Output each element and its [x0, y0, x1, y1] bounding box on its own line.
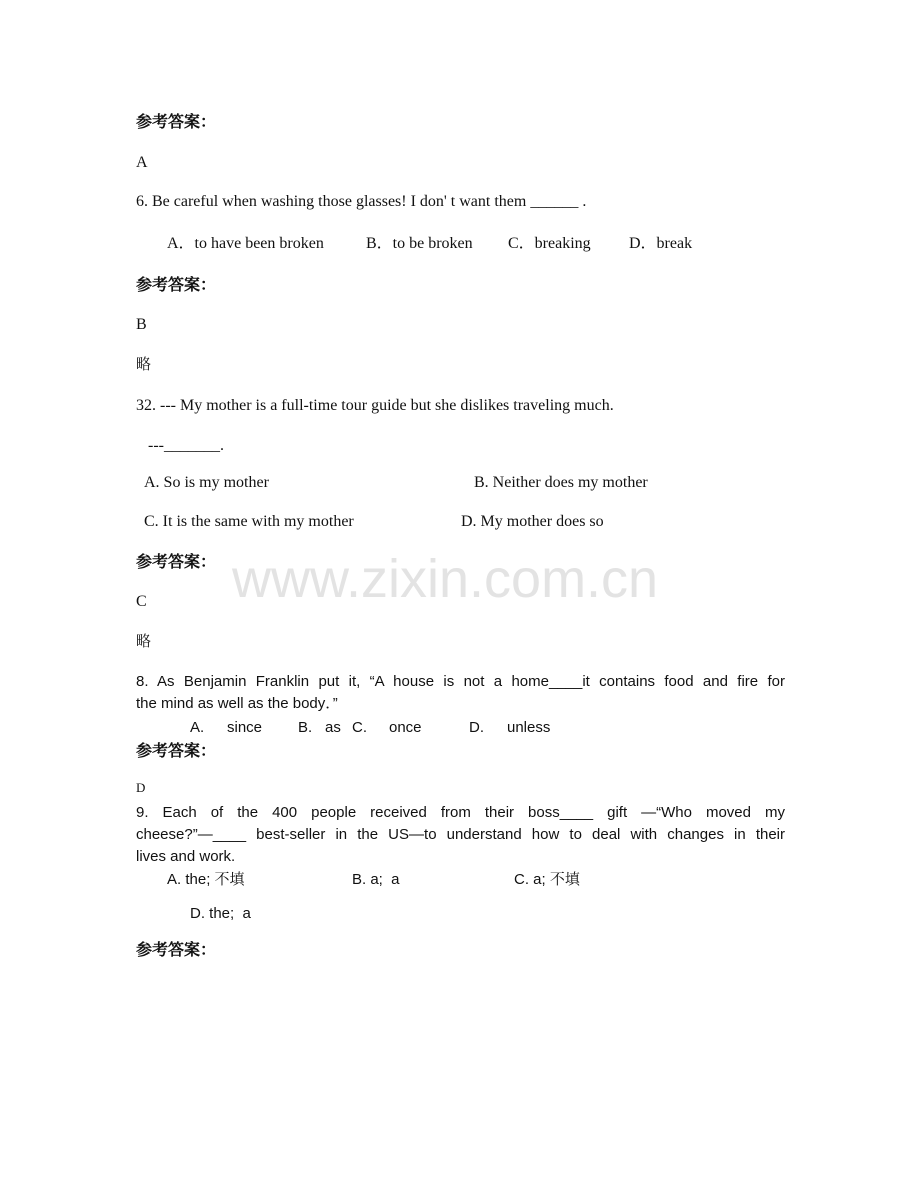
q32-option-c: C. It is the same with my mother — [144, 513, 354, 530]
answer-heading-3: 参考答案： — [136, 552, 217, 571]
q8-option-c-letter: C. — [352, 719, 367, 736]
q8-option-b-letter: B. — [298, 719, 313, 736]
answer-heading-5: 参考答案： — [136, 940, 217, 959]
watermark: www.zixin.com.cn — [232, 549, 659, 609]
q8-answer: D — [136, 780, 146, 795]
q9-stem-line1: 9. Each of the 400 people received from their boss____ gift —“Who moved my — [136, 804, 785, 821]
q8-option-b-text: as — [325, 719, 341, 736]
q8-stem-line1: 8. As Benjamin Franklin put it, “A house is not a home____it contains food and fire for — [136, 673, 785, 690]
q6-option-d: D．break — [629, 235, 693, 252]
q6-answer: B — [136, 316, 147, 333]
q9-stem-line3: lives and work. — [136, 848, 236, 865]
answer-prev: A — [136, 154, 148, 171]
q6-note: 略 — [136, 355, 152, 373]
q6-option-c: C．breaking — [508, 235, 591, 252]
q8-option-a-letter: A. — [190, 719, 205, 736]
q6-option-a: A．to have been broken — [167, 235, 324, 252]
q32-reply: ---_______. — [148, 437, 224, 454]
q9-option-b: B. a; a — [352, 871, 400, 888]
q32-answer: C — [136, 593, 147, 610]
q32-option-a: A. So is my mother — [144, 474, 269, 491]
q9-stem-line2: cheese?”—____ best-seller in the US—to understand how to deal with changes in their — [136, 826, 785, 843]
q32-stem: 32. --- My mother is a full-time tour guide but she dislikes traveling much. — [136, 397, 614, 414]
q32-option-b: B. Neither does my mother — [474, 474, 648, 491]
q32-note: 略 — [136, 632, 152, 650]
q8-option-d-letter: D. — [469, 719, 484, 736]
answer-heading-1: 参考答案： — [136, 112, 217, 131]
q6-stem: 6. Be careful when washing those glasses! I don' t want them ______ . — [136, 193, 587, 210]
q9-option-d: D. the; a — [190, 905, 251, 922]
answer-heading-2: 参考答案： — [136, 275, 217, 294]
q6-option-b: B．to be broken — [366, 235, 473, 252]
answer-heading-4: 参考答案： — [136, 741, 217, 760]
q8-option-a-text: since — [227, 719, 263, 736]
q8-stem-line2: the mind as well as the body．” — [136, 695, 338, 712]
q8-option-c-text: once — [389, 719, 422, 736]
q32-option-d: D. My mother does so — [461, 513, 604, 530]
q8-option-d-text: unless — [507, 719, 551, 736]
q9-option-a: A. the; 不填 — [167, 871, 245, 888]
q9-option-c: C. a; 不填 — [514, 871, 580, 888]
